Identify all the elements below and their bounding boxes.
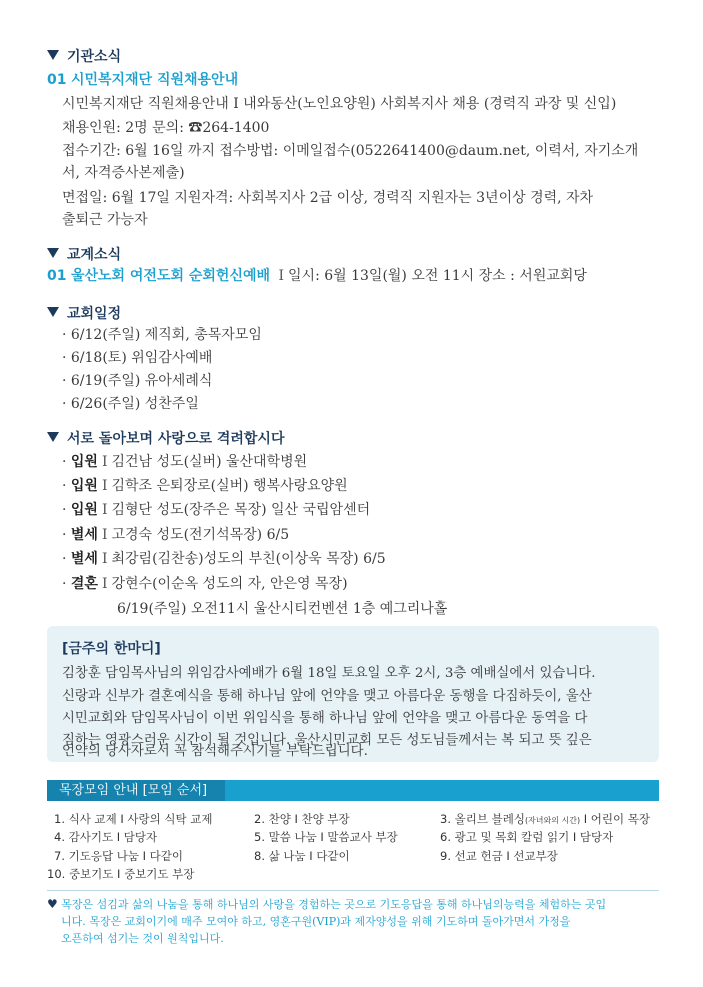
- encourage-item: · 입원 I 김건남 성도(실버) 울산대학병원: [62, 454, 308, 470]
- org-news-item-heading: [47, 69, 238, 89]
- weekly-word-line: 신랑과 신부가 결혼예식을 통해 하나님 앞에 언약을 맺고 아름다운 동행을 다짐하듯이, 울산: [62, 689, 592, 704]
- item-text: 김건남 성도(실버) 울산대학병원: [111, 454, 308, 470]
- separator: I: [278, 268, 285, 284]
- mokjang-step: 5. 말씀 나눔 I 말씀교사 부장: [254, 830, 398, 844]
- encourage-item: · 별세 I 최강림(김찬송)성도의 부친(이상욱 목장) 6/5: [62, 551, 386, 567]
- section-title-text: 교계소식: [67, 247, 122, 263]
- wedding-detail: 6/19(주일) 오전11시 울산시티컨벤션 1층 예그리나홀: [117, 601, 448, 617]
- separator: I: [101, 478, 108, 494]
- weekly-word-line: 짐하는 영광스러운 시간이 될 것입니다. 울산시민교회 모든 성도님들께서는 복 되고 뜻 깊은: [62, 733, 592, 748]
- mokjang-note-line: 오픈하여 섬기는 것이 원칙입니다.: [61, 932, 224, 945]
- section-fellowship-news-title: [47, 244, 121, 264]
- org-news-line-6: 출퇴근 가능자: [62, 212, 148, 228]
- mokjang-note-line: [47, 896, 606, 912]
- encourage-item: · 입원 I 김학조 은퇴장로(실버) 행복사랑요양원: [62, 478, 348, 494]
- note-text: 목장은 섬김과 삶의 나눔을 통해 하나님의 사랑을 경험하는 곳으로 기도응답을 통해 하나님의능력을 체험하는 곳입: [61, 898, 607, 911]
- mokjang-step: 4. 감사기도 I 담당자: [54, 830, 158, 844]
- org-news-line-5: 면접일: 6월 17일 지원자격: 사회복지사 2급 이상, 경력직 지원자는 3년이상 경력, 자차: [62, 190, 594, 206]
- mokjang-note-line: 니다. 목장은 교회이기에 매주 모여야 하고, 영혼구원(VIP)과 제자양성을 위해 기도하며 돌아가면서 가정을: [61, 915, 571, 928]
- step-small: (자녀와의 시간): [524, 816, 581, 825]
- weekly-word-title: [금주의 한마디]: [62, 641, 161, 657]
- item-number: 01: [47, 72, 67, 88]
- step-tail: I 어린이 목장: [580, 812, 650, 826]
- item-text: 고경숙 성도(전기석목장) 6/5: [111, 527, 290, 543]
- item-type: 별세: [70, 527, 98, 543]
- weekly-word-line: 언약의 당사자로서 꼭 참석해주시기를 부탁드립니다.: [62, 744, 368, 759]
- triangle-down-icon: [47, 307, 59, 317]
- org-news-line-2: 채용인원: 2명 문의: ☎264-1400: [62, 120, 270, 136]
- weekly-word-line: 시민교회와 담임목사님이 이번 위임식을 통해 하나님 앞에 언약을 맺고 아름다운 동역을 다: [62, 711, 588, 726]
- section-encourage-title: [47, 428, 284, 448]
- step-main: 3. 올리브 블레싱: [440, 812, 525, 826]
- mokjang-step: 6. 광고 및 목회 칼럼 읽기 I 담당자: [440, 830, 614, 844]
- divider: [47, 890, 659, 891]
- item-title: 시민복지재단 직원채용안내: [70, 72, 239, 88]
- item-type: 입원: [70, 478, 98, 494]
- mokjang-step: 2. 찬양 I 찬양 부장: [254, 812, 350, 826]
- item-type: 결혼: [70, 576, 98, 592]
- mokjang-step: 1. 식사 교제 I 사랑의 식탁 교제: [54, 812, 213, 826]
- triangle-down-icon: [47, 50, 59, 60]
- mokjang-step: 10. 중보기도 I 중보기도 부장: [47, 867, 195, 881]
- triangle-down-icon: [47, 432, 59, 442]
- item-number: 01: [47, 268, 67, 284]
- fellowship-news-item: [47, 265, 587, 285]
- item-type: 입원: [70, 454, 98, 470]
- weekly-word-line: 김창훈 담임목사님의 위임감사예배가 6월 18일 토요일 오후 2시, 3층 예배실에서 있습니다.: [62, 666, 596, 681]
- mokjang-step: 7. 기도응답 나눔 I 다같이: [54, 849, 183, 863]
- org-news-line-1: 시민복지재단 직원채용안내 I 내와동산(노인요양원) 사회복지사 채용 (경력직 과장 및 신입): [62, 96, 617, 112]
- section-title-text: 교회일정: [67, 306, 122, 322]
- section-title-text: 기관소식: [67, 49, 122, 65]
- separator: I: [101, 527, 108, 543]
- separator: I: [101, 551, 108, 567]
- section-church-schedule-title: [47, 303, 121, 323]
- section-org-news-title: [47, 46, 121, 66]
- item-text: 김학조 은퇴장로(실버) 행복사랑요양원: [111, 478, 348, 494]
- schedule-item: · 6/12(주일) 제직회, 총목자모임: [62, 327, 262, 343]
- separator: I: [101, 502, 108, 518]
- separator: I: [101, 454, 108, 470]
- item-type: 별세: [70, 551, 98, 567]
- triangle-down-icon: [47, 248, 59, 258]
- mokjang-step: 9. 선교 헌금 I 선교부장: [440, 849, 558, 863]
- org-news-line-4: 서, 자격증사본제출): [62, 165, 185, 181]
- item-detail: 일시: 6월 13일(월) 오전 11시 장소 : 서원교회당: [288, 268, 587, 284]
- mokjang-step: [440, 811, 650, 827]
- item-text: 최강림(김찬송)성도의 부친(이상욱 목장) 6/5: [111, 551, 386, 567]
- item-text: 강현수(이순옥 성도의 자, 안은영 목장): [111, 576, 348, 592]
- org-news-line-3: 접수기간: 6월 16일 까지 접수방법: 이메일접수(0522641400@daum.net, 이력서, 자기소개: [62, 143, 639, 159]
- schedule-item: · 6/18(토) 위임감사예배: [62, 350, 213, 366]
- item-title: 울산노회 여전도회 순회헌신예배: [70, 268, 271, 284]
- schedule-item: · 6/26(주일) 성찬주일: [62, 396, 199, 412]
- schedule-item: · 6/19(주일) 유아세례식: [62, 373, 213, 389]
- item-text: 김형단 성도(장주은 목장) 일산 국립암센터: [111, 502, 371, 518]
- encourage-item: · 입원 I 김형단 성도(장주은 목장) 일산 국립암센터: [62, 502, 371, 518]
- section-title-text: 서로 돌아보며 사랑으로 격려합시다: [67, 431, 285, 447]
- item-type: 입원: [70, 502, 98, 518]
- mokjang-title: 목장모임 안내 [모임 순서]: [47, 780, 225, 801]
- mokjang-step: 8. 삶 나눔 I 다같이: [254, 849, 350, 863]
- heart-icon: ♥: [47, 897, 58, 911]
- separator: I: [101, 576, 108, 592]
- encourage-item: · 결혼 I 강현수(이순옥 성도의 자, 안은영 목장): [62, 576, 348, 592]
- encourage-item: · 별세 I 고경숙 성도(전기석목장) 6/5: [62, 527, 290, 543]
